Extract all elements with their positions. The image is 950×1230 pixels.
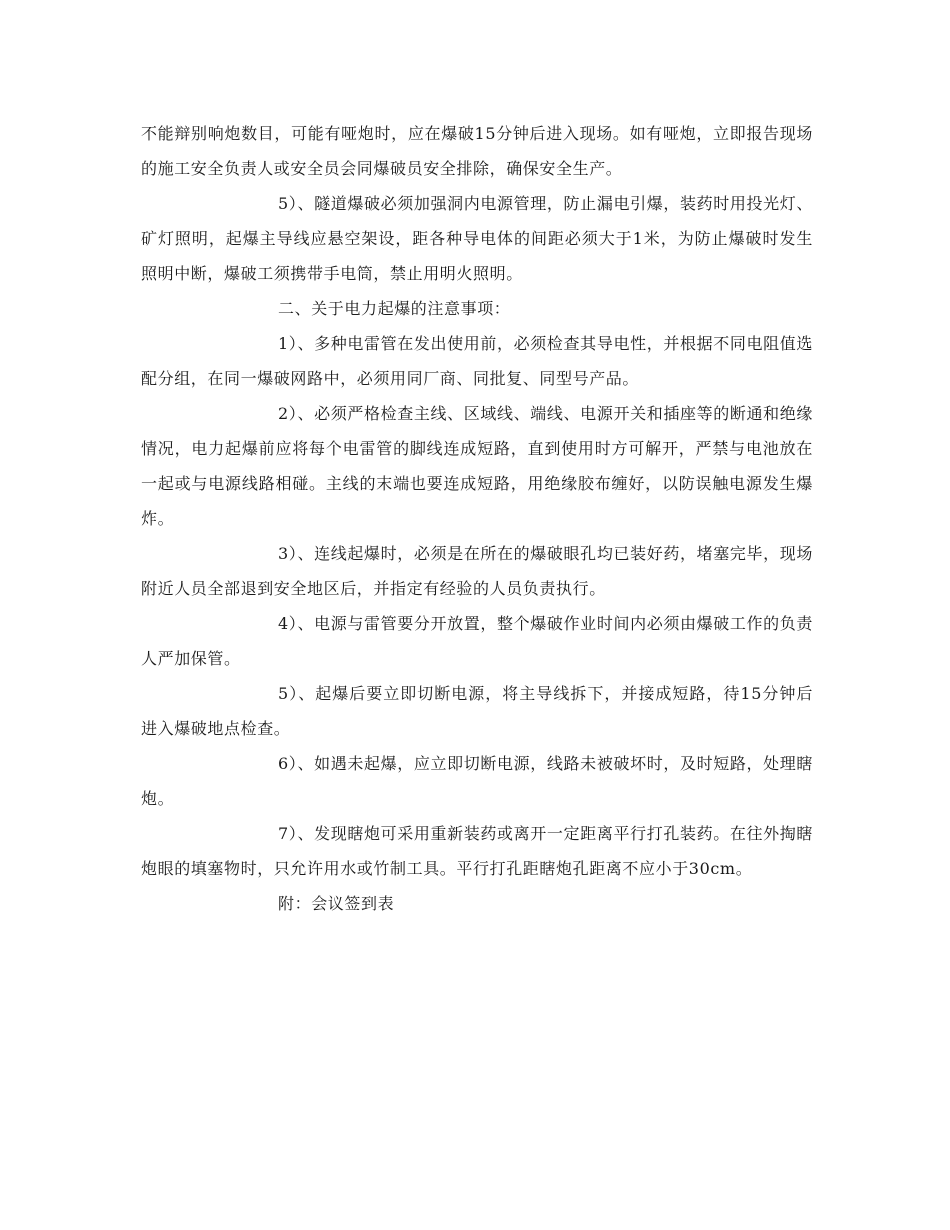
paragraph-item-6: 6）、如遇未起爆，应立即切断电源，线路未被破坏时，及时短路，处理瞎炮。 (141, 754, 813, 808)
paragraph-item-4: 4）、电源与雷管要分开放置，整个爆破作业时间内必须由爆破工作的负责人严加保管。 (141, 614, 813, 668)
paragraph-continuation: 不能辩别响炮数目，可能有哑炮时，应在爆破15分钟后进入现场。如有哑炮，立即报告现场的施工安全负责人或安全员会同爆破员安全排除，确保安全生产。 (141, 124, 813, 178)
section-heading-electric-detonation: 二、关于电力起爆的注意事项： (278, 299, 511, 318)
paragraph-item-5: 5）、起爆后要立即切断电源，将主导线拆下，并接成短路，待15分钟后进入爆破地点检查。 (141, 684, 813, 738)
document-body (141, 116, 813, 921)
paragraph-item-3: 3）、连线起爆时，必须是在所在的爆破眼孔均已装好药，堵塞完毕，现场附近人员全部退到安全地区后，并指定有经验的人员负责执行。 (141, 544, 813, 598)
attachment-note: 附：会议签到表 (278, 894, 395, 913)
paragraph-item-2: 2）、必须严格检查主线、区域线、端线、电源开关和插座等的断通和绝缘情况，电力起爆前应将每个电雷管的脚线连成短路，直到使用时方可解开，严禁与电池放在一起或与电源线路相碰。主线的末端也要连成短路，用绝缘胶布缠好，以防误触电源发生爆炸。 (141, 404, 813, 528)
paragraph-item-5-tunnel-blasting: 5）、隧道爆破必须加强洞内电源管理，防止漏电引爆，装药时用投光灯、矿灯照明，起爆主导线应悬空架设，距各种导电体的间距必须大于1米，为防止爆破时发生照明中断，爆破工须携带手电筒，禁止用明火照明。 (141, 194, 813, 283)
paragraph-item-7: 7）、发现瞎炮可采用重新装药或离开一定距离平行打孔装药。在往外掏瞎炮眼的填塞物时，只允许用水或竹制工具。平行打孔距瞎炮孔距离不应小于30cm。 (141, 824, 813, 878)
paragraph-item-1: 1）、多种电雷管在发出使用前，必须检查其导电性，并根据不同电阻值选配分组，在同一爆破网路中，必须用同厂商、同批复、同型号产品。 (141, 334, 813, 388)
